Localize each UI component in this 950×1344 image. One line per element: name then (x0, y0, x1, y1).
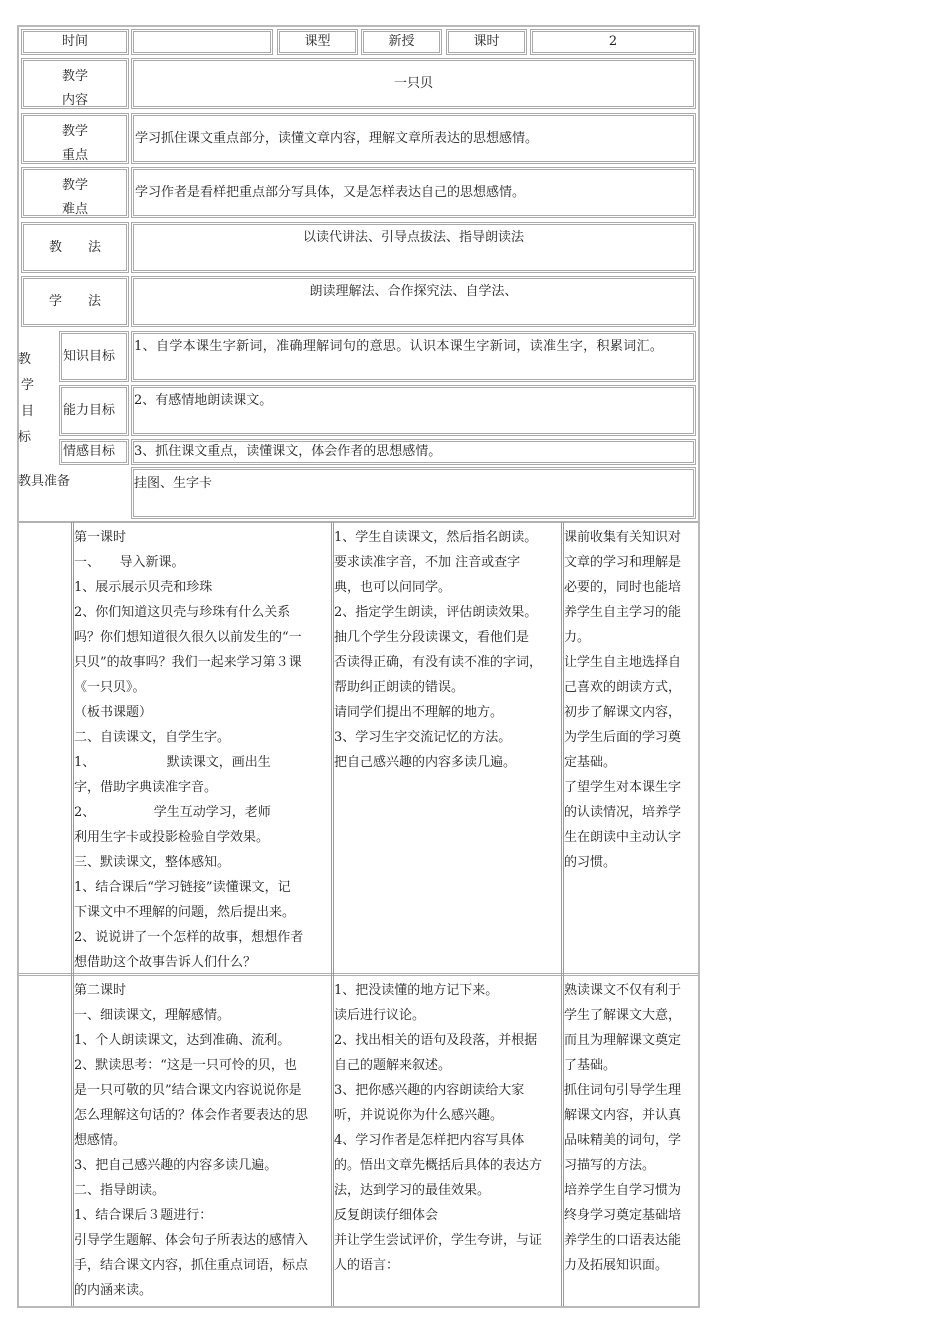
l1-teacher-line: 1、展示展示贝壳和珍珠 (74, 580, 213, 595)
lesson-divider (19, 973, 698, 976)
learning-method-value: 朗读理解法、合作探究法、自学法、 (131, 276, 696, 327)
class-hours-value: 2 (530, 29, 696, 55)
col-line-1 (71, 522, 72, 1306)
l1-purpose-line: 己喜欢的朗读方式， (564, 680, 682, 695)
l2-purpose-line: 习描写的方法。 (564, 1158, 656, 1173)
l2-purpose-line: 而且为理解课文奠定 (564, 1033, 682, 1048)
l1-purpose-line: 为学生后面的学习奠 (564, 730, 682, 745)
time-value (131, 29, 273, 55)
key-points-label (21, 113, 129, 164)
l2-purpose-line: 力及拓展知识面。 (564, 1258, 669, 1273)
emotion-goal-value: 3、抓住课文重点，读懂课文，体会作者的思想感情。 (131, 439, 696, 465)
lesson2-student-activities (334, 978, 562, 1304)
l1-purpose-line: 力。 (564, 630, 591, 645)
l2-teacher-line: 想感情。 (74, 1133, 127, 1148)
l2-student-line: 的。悟出文章先概括后具体的表达方 (334, 1158, 543, 1173)
tools-label: 教具准备 (18, 474, 71, 489)
l1-purpose-line: 让学生自主地选择自 (564, 655, 682, 670)
l1-purpose-line: 文章的学习和理解是 (564, 555, 682, 570)
teaching-method-label: 教 法 (21, 222, 129, 273)
l1-teacher-line: 1、 默读课文，画出生 (74, 755, 271, 770)
l1-teacher-line: 2、你们知道这贝壳与珍珠有什么关系 (74, 605, 291, 620)
l2-purpose-line: 品味精美的词句，学 (564, 1133, 682, 1148)
content-label-line1: 教学 (61, 69, 88, 84)
emotion-goal-label: 情感目标 (59, 439, 129, 465)
l1-teacher-line: 1、结合课后“学习链接”读懂课文，记 (74, 880, 291, 895)
time-label: 时间 (21, 29, 129, 55)
class-hours-label: 课时 (446, 29, 527, 55)
l2-purpose-line: 培养学生自学习惯为 (564, 1183, 682, 1198)
lesson1-design-purpose (564, 525, 698, 973)
knowledge-goal-value: 1、自学本课生字新词，准确理解词句的意思。认识本课生字新词，读准生字，积累词汇。 (131, 331, 696, 382)
tools-value: 挂图、生字卡 (131, 467, 696, 519)
l1-teacher-line: 二、自读课文，自学生字。 (74, 730, 231, 745)
l1-purpose-line: 课前收集有关知识对 (564, 530, 682, 545)
l1-teacher-line: 第一课时 (74, 530, 127, 545)
l2-student-line: 1、把没读懂的地方记下来。 (334, 983, 499, 998)
l2-student-line: 法，达到学习的最佳效果。 (334, 1183, 491, 1198)
l1-student-line: 抽几个学生分段读课文，看他们是 (334, 630, 530, 645)
lesson1-top-border (19, 521, 698, 523)
l2-teacher-line: 的内涵来读。 (74, 1283, 153, 1298)
l2-student-line: 听，并说说你为什么感兴趣。 (334, 1108, 504, 1123)
l1-student-line: 要求读准字音，不加 注音或查字 (334, 555, 521, 570)
l2-purpose-line: 终身学习奠定基础培 (564, 1208, 682, 1223)
l2-purpose-line: 解课文内容，并认真 (564, 1108, 682, 1123)
lesson1-teacher-activities (74, 525, 332, 973)
l1-teacher-line: 只贝”的故事吗？我们一起来学习第３课 (74, 655, 302, 670)
difficulties-label (21, 167, 129, 218)
goals-label-char-2: 学 (21, 378, 35, 393)
l1-teacher-line: 2、说说讲了一个怎样的故事，想想作者 (74, 930, 304, 945)
l1-teacher-line: 2、 学生互动学习，老师 (74, 805, 271, 820)
key-points-label-line2: 重点 (61, 148, 88, 163)
key-points-label-line1: 教学 (61, 124, 88, 139)
l1-purpose-line: 的认读情况，培养学 (564, 805, 682, 820)
l1-teacher-line: 下课文中不理解的问题，然后提出来。 (74, 905, 296, 920)
learning-method-label: 学 法 (21, 276, 129, 327)
lesson-type-label: 课型 (277, 29, 358, 55)
ability-goal-label: 能力目标 (59, 385, 129, 436)
lesson1-student-activities (334, 525, 562, 973)
knowledge-goal-label: 知识目标 (59, 331, 129, 382)
l2-purpose-line: 了基础。 (564, 1058, 617, 1073)
l2-teacher-line: 1、结合课后３题进行： (74, 1208, 213, 1223)
lesson-type-value: 新授 (361, 29, 442, 55)
l2-purpose-line: 熟读课文不仅有利于 (564, 983, 682, 998)
l1-student-line: 把自己感兴趣的内容多读几遍。 (334, 755, 517, 770)
l2-teacher-line: 手，结合课文内容，抓住重点词语，标点 (74, 1258, 309, 1273)
l1-teacher-line: （板书课题） (74, 705, 153, 720)
content-value: 一只贝 (131, 58, 696, 109)
ability-goal-value: 2、有感情地朗读课文。 (131, 385, 696, 436)
content-label (21, 58, 129, 109)
l2-teacher-line: 引导学生题解、体会句子所表达的感情入 (74, 1233, 309, 1248)
l2-student-line: 读后进行议论。 (334, 1008, 426, 1023)
l1-student-line: 帮助纠正朗读的错误。 (334, 680, 465, 695)
goals-label-char-1: 教 (18, 352, 32, 367)
l2-teacher-line: 2、默读思考：“这是一只可怜的贝，也 (74, 1058, 297, 1073)
l2-teacher-line: 1、个人朗读课文，达到准确、流利。 (74, 1033, 291, 1048)
l1-purpose-line: 定基础。 (564, 755, 617, 770)
l1-student-line: 否读得正确，有没有读不准的字词， (334, 655, 543, 670)
l2-purpose-line: 养学生的口语表达能 (564, 1233, 682, 1248)
l2-student-line: 4、学习作者是怎样把内容写具体 (334, 1133, 525, 1148)
l2-teacher-line: 是一只可敬的贝”结合课文内容说说你是 (74, 1083, 302, 1098)
lesson2-design-purpose (564, 978, 698, 1304)
l1-purpose-line: 生在朗读中主动认字 (564, 830, 682, 845)
l2-teacher-line: 怎么理解这句话的？体会作者要表达的思 (74, 1108, 309, 1123)
l1-teacher-line: 吗？你们想知道很久很久以前发生的“一 (74, 630, 302, 645)
l1-teacher-line: 一、 导入新课。 (74, 555, 185, 570)
difficulties-label-line1: 教学 (61, 178, 88, 193)
l1-purpose-line: 养学生自主学习的能 (564, 605, 682, 620)
l2-student-line: 2、找出相关的语句及段落，并根据 (334, 1033, 538, 1048)
l2-purpose-line: 抓住词句引导学生理 (564, 1083, 682, 1098)
difficulties-value: 学习作者是看样把重点部分写具体，又是怎样表达自己的思想感情。 (131, 167, 696, 218)
goals-label (17, 329, 57, 464)
l1-purpose-line: 的习惯。 (564, 855, 617, 870)
l1-student-line: 2、指定学生朗读，评估朗读效果。 (334, 605, 538, 620)
content-label-line2: 内容 (61, 93, 88, 108)
l1-teacher-line: 想借助这个故事告诉人们什么？ (74, 955, 257, 970)
l2-purpose-line: 学生了解课文大意， (564, 1008, 682, 1023)
l2-teacher-line: 一、细读课文，理解感情。 (74, 1008, 231, 1023)
l2-teacher-line: 3、把自己感兴趣的内容多读几遍。 (74, 1158, 278, 1173)
l1-purpose-line: 了望学生对本课生字 (564, 780, 682, 795)
l1-teacher-line: 利用生字卡或投影检验自学效果。 (74, 830, 270, 845)
l2-student-line: 3、把你感兴趣的内容朗读给大家 (334, 1083, 525, 1098)
l1-student-line: 请同学们提出不理解的地方。 (334, 705, 504, 720)
teaching-method-value: 以读代讲法、引导点拔法、指导朗读法 (131, 222, 696, 273)
l1-student-line: 3、学习生字交流记忆的方法。 (334, 730, 512, 745)
l2-student-line: 反复朗读仔细体会 (334, 1208, 439, 1223)
goals-label-char-4: 标 (18, 430, 32, 445)
l1-teacher-line: 三、默读课文，整体感知。 (74, 855, 231, 870)
l2-student-line: 人的语言： (334, 1258, 400, 1273)
l1-purpose-line: 必要的，同时也能培 (564, 580, 682, 595)
l2-student-line: 自己的题解来叙述。 (334, 1058, 452, 1073)
l2-teacher-line: 二、指导朗读。 (74, 1183, 166, 1198)
lesson2-teacher-activities (74, 978, 332, 1304)
l1-student-line: 1、学生自读课文，然后指名朗读。 (334, 530, 538, 545)
l2-teacher-line: 第二课时 (74, 983, 127, 998)
l1-teacher-line: 《一只贝》。 (74, 680, 146, 695)
difficulties-label-line2: 难点 (61, 202, 88, 217)
l1-teacher-line: 字，借助字典读准字音。 (74, 780, 218, 795)
goals-label-char-3: 目 (21, 404, 35, 419)
l2-student-line: 并让学生尝试评价，学生夸讲，与证 (334, 1233, 543, 1248)
l1-student-line: 典，也可以问同学。 (334, 580, 452, 595)
l1-purpose-line: 初步了解课文内容， (564, 705, 682, 720)
key-points-value: 学习抓住课文重点部分，读懂文章内容，理解文章所表达的思想感情。 (131, 113, 696, 164)
